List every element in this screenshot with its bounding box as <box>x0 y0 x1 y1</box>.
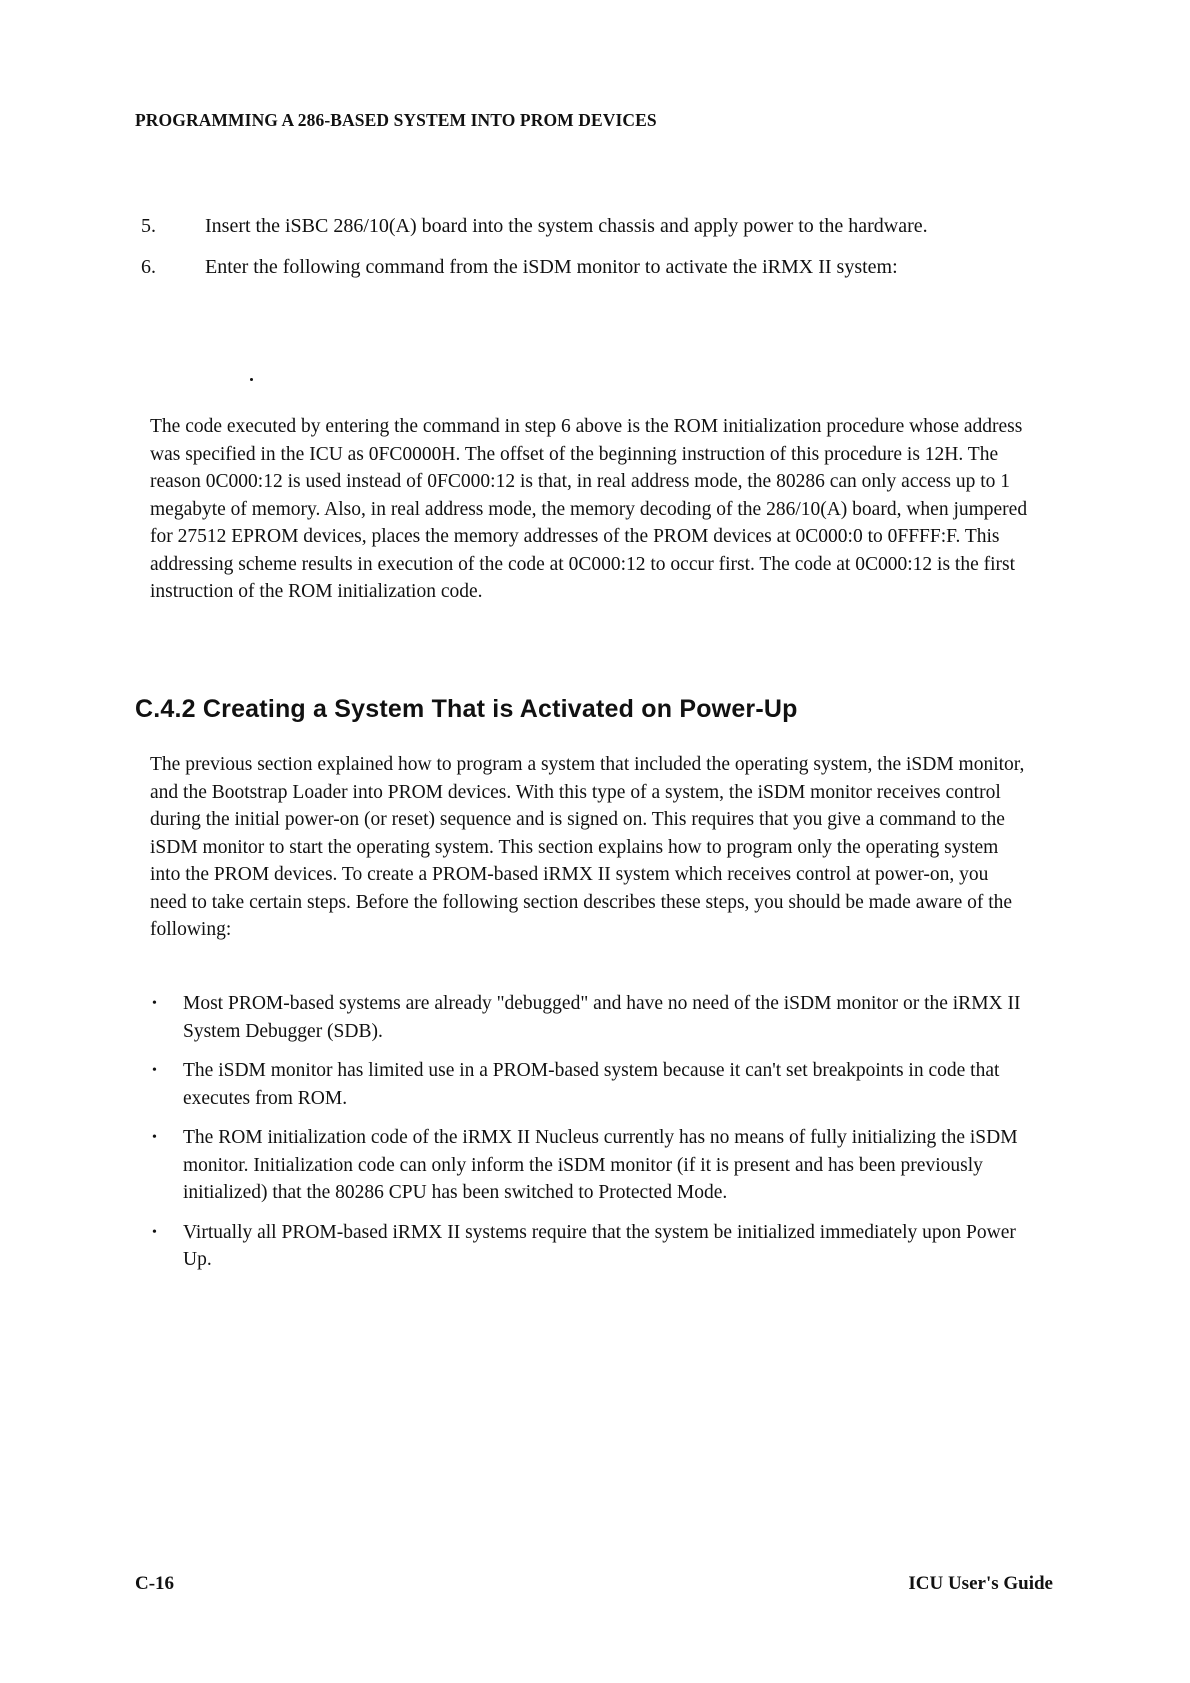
bullet-item <box>150 1124 1030 1207</box>
bullet-text: Virtually all PROM-based iRMX II systems require that the system be initialized immediately upon Power Up. <box>183 1221 1016 1270</box>
step-item <box>135 253 1015 282</box>
section-heading: C.4.2 Creating a System That is Activated on Power-Up <box>135 695 798 723</box>
running-header: PROGRAMMING A 286-BASED SYSTEM INTO PROM DEVICES <box>135 110 657 130</box>
step-item <box>135 212 1015 241</box>
step-text: Enter the following command from the iSDM monitor to activate the iRMX II system: <box>205 256 898 278</box>
numbered-steps <box>135 212 1015 294</box>
step-number: 5. <box>141 215 156 237</box>
bullet-text: Most PROM-based systems are already "debugged" and have no need of the iSDM monitor or the iRMX II System Debugger (SDB). <box>183 993 1021 1042</box>
bullet-list <box>150 990 1030 1286</box>
body-paragraph-section: The previous section explained how to program a system that included the operating system, the iSDM monitor, and the Bootstrap Loader into PROM devices. With this type of a system, the iSDM monitor receives control during the initial power-on (or reset) sequence and is signed on. This requires that you give a command to the iSDM monitor to start the operating system. This section explains how to program only the operating system into the PROM devices. To create a PROM-based iRMX II system which receives control at power-on, you need to take certain steps. Before the following section describes these steps, you should be made aware of the following: <box>150 754 1025 940</box>
bullet-icon: • <box>152 1130 157 1145</box>
command-placeholder-dot <box>250 378 253 381</box>
bullet-icon: • <box>152 1063 157 1078</box>
page-number: C-16 <box>135 1573 175 1594</box>
step-text: Insert the iSBC 286/10(A) board into the system chassis and apply power to the hardware. <box>205 215 928 237</box>
bullet-item <box>150 990 1030 1045</box>
book-title: ICU User's Guide <box>908 1573 1053 1594</box>
body-paragraph-rom-init: The code executed by entering the command in step 6 above is the ROM initialization procedure whose address was specified in the ICU as 0FC0000H. The offset of the beginning instruction of this procedure is 12H. The reason 0C000:12 is used instead of 0FC000:12 is that, in real address mode, the 80286 can only access up to 1 megabyte of memory. Also, in real address mode, the memory decoding of the 286/10(A) board, when jumpered for 27512 EPROM devices, places the memory addresses of the PROM devices at 0C000:0 to 0FFFF:F. This addressing scheme results in execution of the code at 0C000:12 to occur first. The code at 0C000:12 is the first instruction of the ROM initialization code. <box>150 416 1028 602</box>
bullet-item <box>150 1057 1030 1112</box>
bullet-icon: • <box>152 996 157 1011</box>
bullet-item <box>150 1219 1030 1274</box>
bullet-text: The iSDM monitor has limited use in a PROM-based system because it can't set breakpoints in code that executes from ROM. <box>183 1060 1000 1109</box>
bullet-icon: • <box>152 1224 157 1240</box>
step-number: 6. <box>141 256 156 278</box>
bullet-text: The ROM initialization code of the iRMX II Nucleus currently has no means of fully initializing the iSDM monitor. Initialization code can only inform the iSDM monitor (if it is present and has been previously initialized) that the 80286 CPU has been switched to Protected Mode. <box>183 1127 1018 1203</box>
